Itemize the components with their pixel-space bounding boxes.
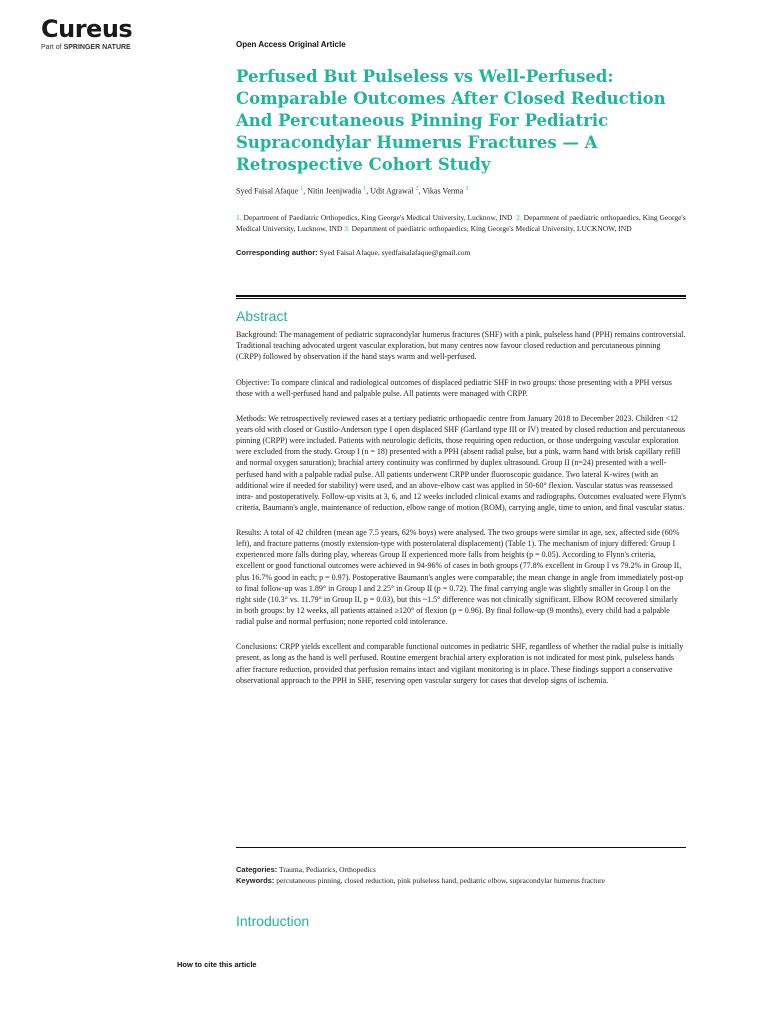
section-divider [236, 295, 686, 299]
author-affiliation-ref[interactable]: 1 [363, 186, 367, 192]
article-metadata [236, 864, 686, 886]
publisher-prefix: Part of [41, 44, 62, 51]
affiliations [236, 212, 686, 234]
corresponding-author-label: Corresponding author: [236, 247, 318, 257]
keywords-label: Keywords: [236, 876, 275, 885]
abstract-background: Background: The management of pediatric supracondylar humerus fractures (SHF) with a pink, pulseless hand (PPH) remains controversial. Traditional teaching advocated urgent vascular exploration, but many centres now favour closed reduction and percutaneous pinning (CRPP) followed by observation if the hand stays warm and well-perfused. [236, 330, 686, 362]
article-type: Open Access Original Article [236, 40, 346, 49]
affiliation-number: 1. [236, 212, 242, 222]
keywords-line [236, 875, 686, 886]
abstract-methods: Methods: We retrospectively reviewed cases at a tertiary pediatric orthopaedic centre from January 2018 to December 2023. Children <12 years old with closed or Gustilo-Anderson type I open displaced SHF (Gartland type III or IV) treated by closed reduction and percutaneous pinning (CRPP) were included. Patients with neurologic deficits, those requiring open reduction, or those undergoing vascular exploration were excluded from the study. Group I (n = 18) presented with a PPH (absent radial pulse, but a pink, warm hand with brisk capillary refill and normal oxygen saturation); brachial artery continuity was confirmed by duplex ultrasound. Group II (n=24) presented with a well-perfused hand with a palpable radial pulse. All patients underwent CRPP under fluoroscopic guidance. Two lateral K-wires (with an additional wire if needed for stability) were used, and an above-elbow cast was applied in 50-60° flexion. Vascular status was reassessed intra- and postoperatively. Follow-up visits at 3, 6, and 12 weeks included clinical exams and radiographs. Outcomes evaluated were Flynn's criteria, Baumann's angle, maintenance of reduction, elbow range of motion (ROM), carrying angle, time to union, and final vascular status. [236, 414, 686, 512]
abstract-heading: Abstract [236, 308, 288, 324]
affiliation-text: Department of paediatric orthopaedics, King George's Medical University, LUCKNOW, IND [351, 223, 632, 233]
categories-label: Categories: [236, 865, 278, 874]
author-affiliation-ref[interactable]: 2 [415, 186, 419, 192]
abstract-body [236, 329, 686, 700]
keywords-text: percutaneous pinning, closed reduction, pink pulseless hand, pediatric elbow, supracondylar humerus fracture [276, 876, 606, 885]
article-header [236, 66, 686, 257]
publisher-name: SPRINGER NATURE [63, 44, 131, 51]
author-name[interactable]: Udit Agrawal [370, 186, 414, 196]
author-name[interactable]: Nitin Jeenjwadia [307, 186, 362, 196]
abstract-objective: Objective: To compare clinical and radiological outcomes of displaced pediatric SHF in two groups: those presenting with a PPH versus those with a well-perfused hand and palpable pulse. All patients were managed with CRPP. [236, 377, 672, 398]
publisher-line [41, 44, 141, 51]
section-divider [236, 847, 686, 848]
author-list: Syed Faisal Afaque $^1$, Nitin Jeenjwadia $^1$, Udit Agrawal $^2$, Vikas Verma $^3$ [236, 186, 469, 196]
author-affiliation-ref[interactable]: 1 [300, 186, 304, 192]
affiliation-text: Department of Paediatric Orthopedics, King George's Medical University, Lucknow, IND [243, 212, 513, 222]
corresponding-author [236, 248, 686, 257]
how-to-cite-label: How to cite this article [177, 960, 257, 969]
affiliation-number: 2. [516, 212, 522, 222]
affiliation-text: Department of paediatric orthopaedics, King George's Medical University, Lucknow, IND [236, 212, 686, 233]
abstract-results: Results: A total of 42 children (mean age 7.5 years, 62% boys) were analysed. The two groups were similar in age, sex, affected side (60% left), and fracture patterns (mostly extension-type with posterolateral displacement) (Table 1). The mechanism of injury differed: Group I experienced more falls during play, whereas Group II experienced more falls from heights (p = 0.05). According to Flynn's criteria, excellent or good functional outcomes were achieved in 94-96% of cases in both groups (77.8% excellent in Group I vs 79.2% in Group II, plus 16.7% good in each; p = 0.97). Postoperative Baumann's angles were comparable; the mean change in angle from immediately post-op to final follow-up was 1.89° in Group I and 2.25° in Group II (p = 0.72). The final carrying angle was slightly smaller in Group I on the right side (10.3° vs. 11.79° in Group II, p = 0.03), but this ~1.5° difference was not clinically significant. Elbow ROM recovered similarly in both groups: by 12 weeks, all patients attained ≥120° of flexion (p = 0.96). By final follow-up (9 months), every child had a palpable radial pulse and normal perfusion; none reported cold intolerance. [236, 528, 684, 626]
author-affiliation-ref[interactable]: 3 [465, 186, 469, 192]
author-name[interactable]: Syed Faisal Afaque [236, 186, 299, 196]
introduction-heading: Introduction [236, 913, 310, 929]
corresponding-author-text[interactable]: Syed Faisal Afaque, syedfaisalafaque@gmail.com [319, 247, 471, 257]
article-title: Perfused But Pulseless vs Well-Perfused: Comparable Outcomes After Closed Reduction And Percutaneous Pinning For Pediatric Supracondylar Humerus Fractures — A Retrospective Cohort Study [236, 67, 666, 174]
categories-text[interactable]: Trauma, Pediatrics, Orthopedics [279, 865, 376, 874]
categories-line [236, 864, 686, 875]
journal-logo [41, 16, 141, 51]
journal-name: Cureus [41, 15, 133, 43]
author-name[interactable]: Vikas Verma [422, 186, 464, 196]
affiliation-number: 3. [344, 223, 350, 233]
abstract-conclusions: Conclusions: CRPP yields excellent and comparable functional outcomes in pediatric SHF, regardless of whether the radial pulse is initially present, as long as the hand is well perfused. Routine emergent brachial artery exploration is not indicated for most pink, pulseless hands after fracture reduction, provided that perfusion remains intact and vigilant monitoring is in place. These findings support a conservative observational approach to the PPH in SHF, reserving open vascular surgery for cases that develop signs of ischemia. [236, 642, 684, 685]
